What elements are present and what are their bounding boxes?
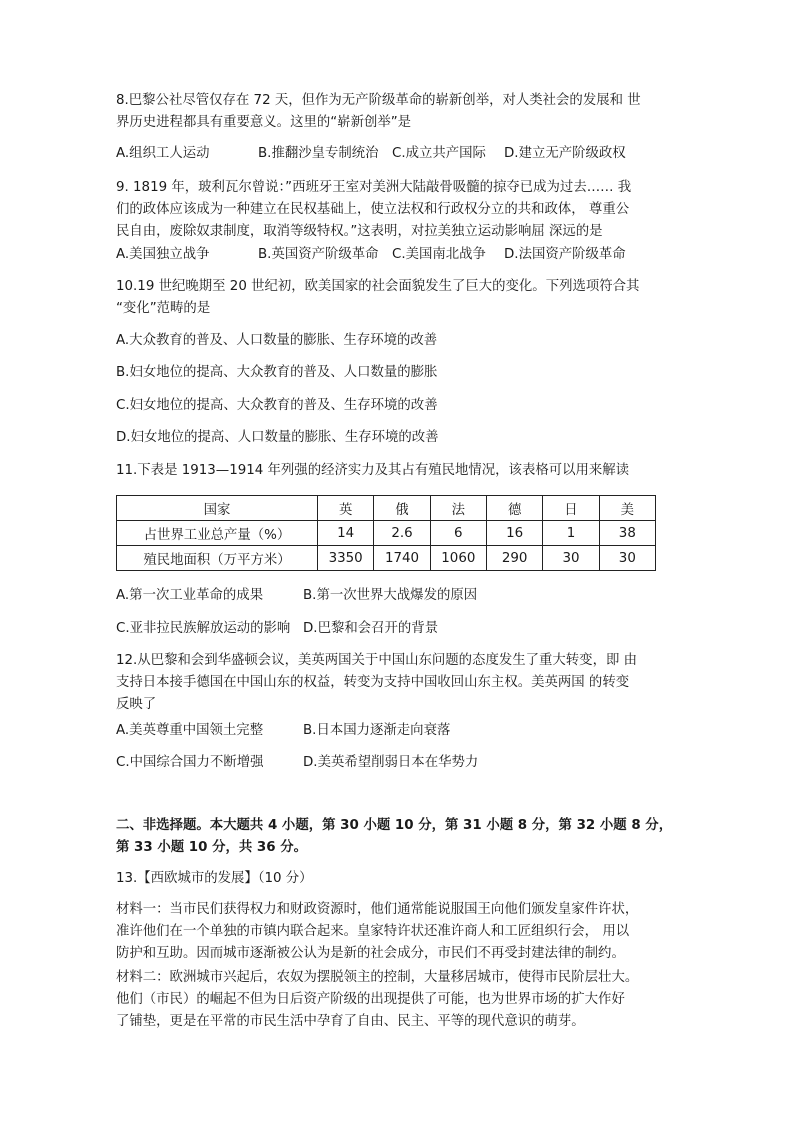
q8-option-c: C.成立共产国际: [392, 146, 486, 161]
table-header-cell: 法: [430, 496, 486, 521]
table-row: [117, 521, 656, 546]
q8-option-b: B.推翻沙皇专制统治: [258, 146, 379, 161]
section-2-heading: [116, 815, 684, 859]
q8-stem: [116, 90, 684, 134]
q8-options: [116, 143, 626, 165]
table-cell: 2.6: [374, 521, 430, 546]
table-cell: 1740: [374, 546, 430, 571]
table-row: [117, 546, 656, 571]
q11-options-row-1: [116, 585, 477, 607]
material-1-line-1: 材料一：当市民们获得权力和财政资源时，他们通常能说服国王向他们颁发皇家件许状，: [116, 902, 639, 917]
q11-table: [116, 495, 656, 571]
q10-option-c: C.妇女地位的提高、大众教育的普及、生存环境的改善: [116, 398, 438, 413]
table-cell: 6: [430, 521, 486, 546]
q11-stem: 11.下表是 1913—1914 年列强的经济实力及其占有殖民地情况，该表格可以用来解读: [116, 463, 630, 478]
q10-option-d: D.妇女地位的提高、人口数量的膨胀、生存环境的改善: [116, 430, 439, 445]
q10-stem: [116, 276, 684, 320]
q8-option-d: D.建立无产阶级政权: [504, 146, 626, 161]
table-header-cell: 俄: [374, 496, 430, 521]
table-cell: 殖民地面积（万平方米）: [117, 546, 318, 571]
q8-option-a: A.组织工人运动: [116, 146, 210, 161]
q10-line-2: “变化”范畴的是: [116, 301, 211, 316]
table-cell: 占世界工业总产量（%）: [117, 521, 318, 546]
q11-option-d: D.巴黎和会召开的背景: [303, 621, 439, 636]
q11-option-c: C.亚非拉民族解放运动的影响: [116, 621, 291, 636]
q9-option-d: D.法国资产阶级革命: [504, 247, 626, 262]
section-2-line-1: 二、非选择题。本大题共 4 小题，第 30 小题 10 分，第 31 小题 8 分，第 32 小题 8 分，: [116, 818, 673, 833]
table-cell: 1: [543, 521, 599, 546]
table-header-cell: 日: [543, 496, 599, 521]
q9-stem: [116, 177, 684, 243]
table-header-cell: 英: [318, 496, 374, 521]
q11-options-row-2: [116, 618, 438, 640]
table-header-cell: 国家: [117, 496, 318, 521]
table-cell: 3350: [318, 546, 374, 571]
material-1-line-3: 防护和互助。因而城市逐渐被公认为是新的社会成分，市民们不再受封建法律的制约。: [116, 946, 625, 961]
table-cell: 1060: [430, 546, 486, 571]
q13-material-1: [116, 899, 684, 965]
q13-material-2: [116, 967, 684, 1033]
q9-options: [116, 244, 626, 266]
table-cell: 16: [486, 521, 542, 546]
q12-line-3: 反映了: [116, 697, 157, 712]
table-header-row: [117, 496, 656, 521]
section-2-line-2: 第 33 小题 10 分，共 36 分。: [116, 840, 307, 855]
q12-option-b: B.日本国力逐渐走向衰落: [303, 723, 451, 738]
q11-option-b: B.第一次世界大战爆发的原因: [303, 588, 478, 603]
material-1-line-2: 准许他们在一个单独的市镇内联合起来。皇家特许状还准许商人和工匠组织行会， 用以: [116, 924, 630, 939]
q12-option-c: C.中国综合国力不断增强: [116, 755, 264, 770]
q12-options-row-1: [116, 720, 450, 742]
table-cell: 14: [318, 521, 374, 546]
material-2-line-2: 他们（市民）的崛起不但为日后资产阶级的出现提供了可能，也为世界市场的扩大作好: [116, 992, 625, 1007]
table-cell: 30: [599, 546, 655, 571]
q12-options-row-2: [116, 752, 478, 774]
q9-line-2: 们的政体应该成为一种建立在民权基础上，使立法权和行政权分立的共和政体， 尊重公: [116, 202, 630, 217]
table-header-cell: 德: [486, 496, 542, 521]
q9-line-1: 9. 1819 年，玻利瓦尔曾说：”西班牙王室对美洲大陆敲骨吸髓的掠夺已成为过去…… 我: [116, 180, 632, 195]
q10-line-1: 10.19 世纪晚期至 20 世纪初，欧美国家的社会面貌发生了巨大的变化。下列选项符合其: [116, 279, 640, 294]
q9-line-3: 民自由，废除奴隶制度，取消等级特权。”这表明，对拉美独立运动影响屈 深远的是: [116, 224, 603, 239]
q12-line-2: 支持日本接手德国在中国山东的权益，转变为支持中国收回山东主权。美英两国 的转变: [116, 675, 630, 690]
q9-option-c: C.美国南北战争: [392, 247, 486, 262]
q12-option-a: A.美英尊重中国领土完整: [116, 723, 264, 738]
q9-option-a: A.美国独立战争: [116, 247, 210, 262]
material-2-line-3: 了铺垫，更是在平常的市民生活中孕育了自由、民主、平等的现代意识的萌芽。: [116, 1014, 585, 1029]
q10-option-b: B.妇女地位的提高、大众教育的普及、人口数量的膨胀: [116, 365, 438, 380]
q8-line-2: 界历史进程都具有重要意义。这里的“崭新创举”是: [116, 115, 412, 130]
q12-stem: [116, 650, 684, 716]
table-cell: 290: [486, 546, 542, 571]
q8-line-1: 8.巴黎公社尽管仅存在 72 天，但作为无产阶级革命的崭新创举，对人类社会的发展和 世: [116, 93, 641, 108]
table-cell: 38: [599, 521, 655, 546]
q12-line-1: 12.从巴黎和会到华盛顿会议，美英两国关于中国山东问题的态度发生了重大转变，即 由: [116, 653, 638, 668]
q11-option-a: A.第一次工业革命的成果: [116, 588, 264, 603]
table-cell: 30: [543, 546, 599, 571]
material-2-line-1: 材料二：欧洲城市兴起后，农奴为摆脱领主的控制，大量移居城市，使得市民阶层壮大。: [116, 970, 639, 985]
table-header-cell: 美: [599, 496, 655, 521]
q12-option-d: D.美英希望削弱日本在华势力: [303, 755, 479, 770]
q10-option-a: A.大众教育的普及、人口数量的膨胀、生存环境的改善: [116, 333, 438, 348]
q9-option-b: B.英国资产阶级革命: [258, 247, 379, 262]
q13-title: 13.【西欧城市的发展】（10 分）: [116, 871, 313, 886]
